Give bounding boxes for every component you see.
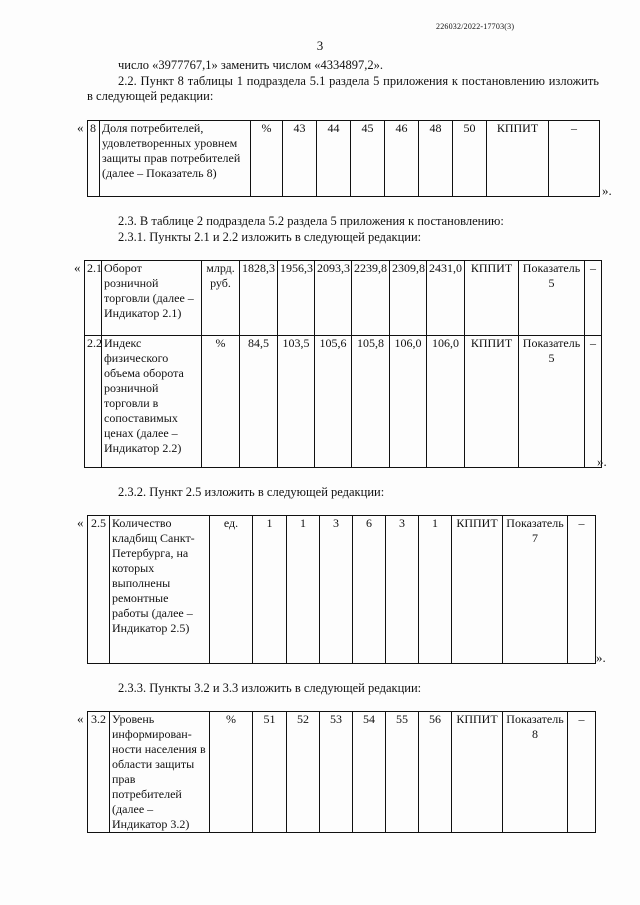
table-2 [84,260,602,468]
row-value: 2431,0 [427,261,465,336]
table-row [88,516,596,664]
document-id: 226032/2022-17703(3) [436,22,515,31]
row-value: 43 [283,121,317,197]
quote-close: ». [596,650,606,665]
row-dash: – [568,712,596,833]
paragraph-2-3: 2.3. В таблице 2 подраздела 5.2 раздела 5 приложения к постановлению: [118,214,504,228]
row-value: 3 [386,516,419,664]
table-4 [87,711,596,833]
row-reference: – [549,121,600,197]
row-value: 45 [351,121,385,197]
quote-open: « [77,120,84,135]
row-reference: Показатель 5 [519,261,585,336]
row-value: 103,5 [278,336,315,468]
table-1 [87,120,600,197]
paragraph-2-3-1: 2.3.1. Пункты 2.1 и 2.2 изложить в следующей редакции: [118,230,422,244]
row-number: 8 [88,121,100,197]
row-name: Доля потребителей, удовлетворенных уровнем защиты прав потребителей (далее – Показатель 8) [100,121,251,197]
row-value: 2239,8 [352,261,390,336]
row-dash: – [568,516,596,664]
row-unit: % [210,712,253,833]
paragraph-2-3-2: 2.3.2. Пункт 2.5 изложить в следующей редакции: [118,485,385,499]
row-value: 1 [253,516,287,664]
table-3 [87,515,596,664]
table-row [85,336,602,468]
row-value: 6 [353,516,386,664]
row-value: 105,8 [352,336,390,468]
page-number: 3 [316,38,324,53]
row-name: Оборот розничной торговли (далее – Индикатор 2.1) [102,261,202,336]
row-unit: % [251,121,283,197]
row-unit: ед. [210,516,253,664]
row-value: 3 [320,516,353,664]
row-value: 51 [253,712,287,833]
row-value: 44 [317,121,351,197]
quote-close: ». [602,183,612,198]
row-agency: КППИТ [452,712,503,833]
row-reference: Показатель 5 [519,336,585,468]
paragraph-2-3-3: 2.3.3. Пункты 3.2 и 3.3 изложить в следующей редакции: [118,681,422,695]
row-value: 50 [453,121,487,197]
row-agency: КППИТ [465,261,519,336]
row-value: 52 [287,712,320,833]
row-dash: – [585,336,602,468]
row-reference: Показатель 8 [503,712,568,833]
row-value: 54 [353,712,386,833]
row-agency: КППИТ [465,336,519,468]
row-unit: % [202,336,240,468]
intro-line: число «3977767,1» заменить числом «4334897,2». [118,58,384,72]
row-value: 55 [386,712,419,833]
row-name: Количество кладбищ Санкт-Петербурга, на которых выполнены ремонтные работы (далее – Индикатор 2.5) [110,516,210,664]
row-value: 1 [287,516,320,664]
row-agency: КППИТ [487,121,549,197]
row-value: 48 [419,121,453,197]
row-name: Уровень информирован-ности населения в области защиты прав потребителей (далее – Индикатор 3.2) [110,712,210,833]
row-value: 84,5 [240,336,278,468]
row-value: 106,0 [390,336,427,468]
paragraph-2-2: 2.2. Пункт 8 таблицы 1 подраздела 5.1 раздела 5 приложения к постановлению изложить в следующей редакции: [87,74,599,103]
quote-open: « [77,711,84,726]
row-number: 2.1 [85,261,102,336]
table-row [88,712,596,833]
row-name: Индекс физического объема оборота розничной торговли в сопоставимых ценах (далее – Индикатор 2.2) [102,336,202,468]
table-row [88,121,600,197]
row-value: 2093,3 [315,261,352,336]
row-value: 56 [419,712,452,833]
table-row [85,261,602,336]
row-value: 53 [320,712,353,833]
row-unit: млрд. руб. [202,261,240,336]
quote-close: ». [597,454,607,469]
row-number: 2.5 [88,516,110,664]
quote-open: « [77,515,84,530]
row-agency: КППИТ [452,516,503,664]
row-reference: Показатель 7 [503,516,568,664]
row-number: 3.2 [88,712,110,833]
row-value: 2309,8 [390,261,427,336]
row-value: 1828,3 [240,261,278,336]
row-value: 1 [419,516,452,664]
row-value: 1956,3 [278,261,315,336]
row-number: 2.2 [85,336,102,468]
row-value: 106,0 [427,336,465,468]
quote-open: « [74,260,81,275]
row-value: 105,6 [315,336,352,468]
row-value: 46 [385,121,419,197]
row-dash: – [585,261,602,336]
